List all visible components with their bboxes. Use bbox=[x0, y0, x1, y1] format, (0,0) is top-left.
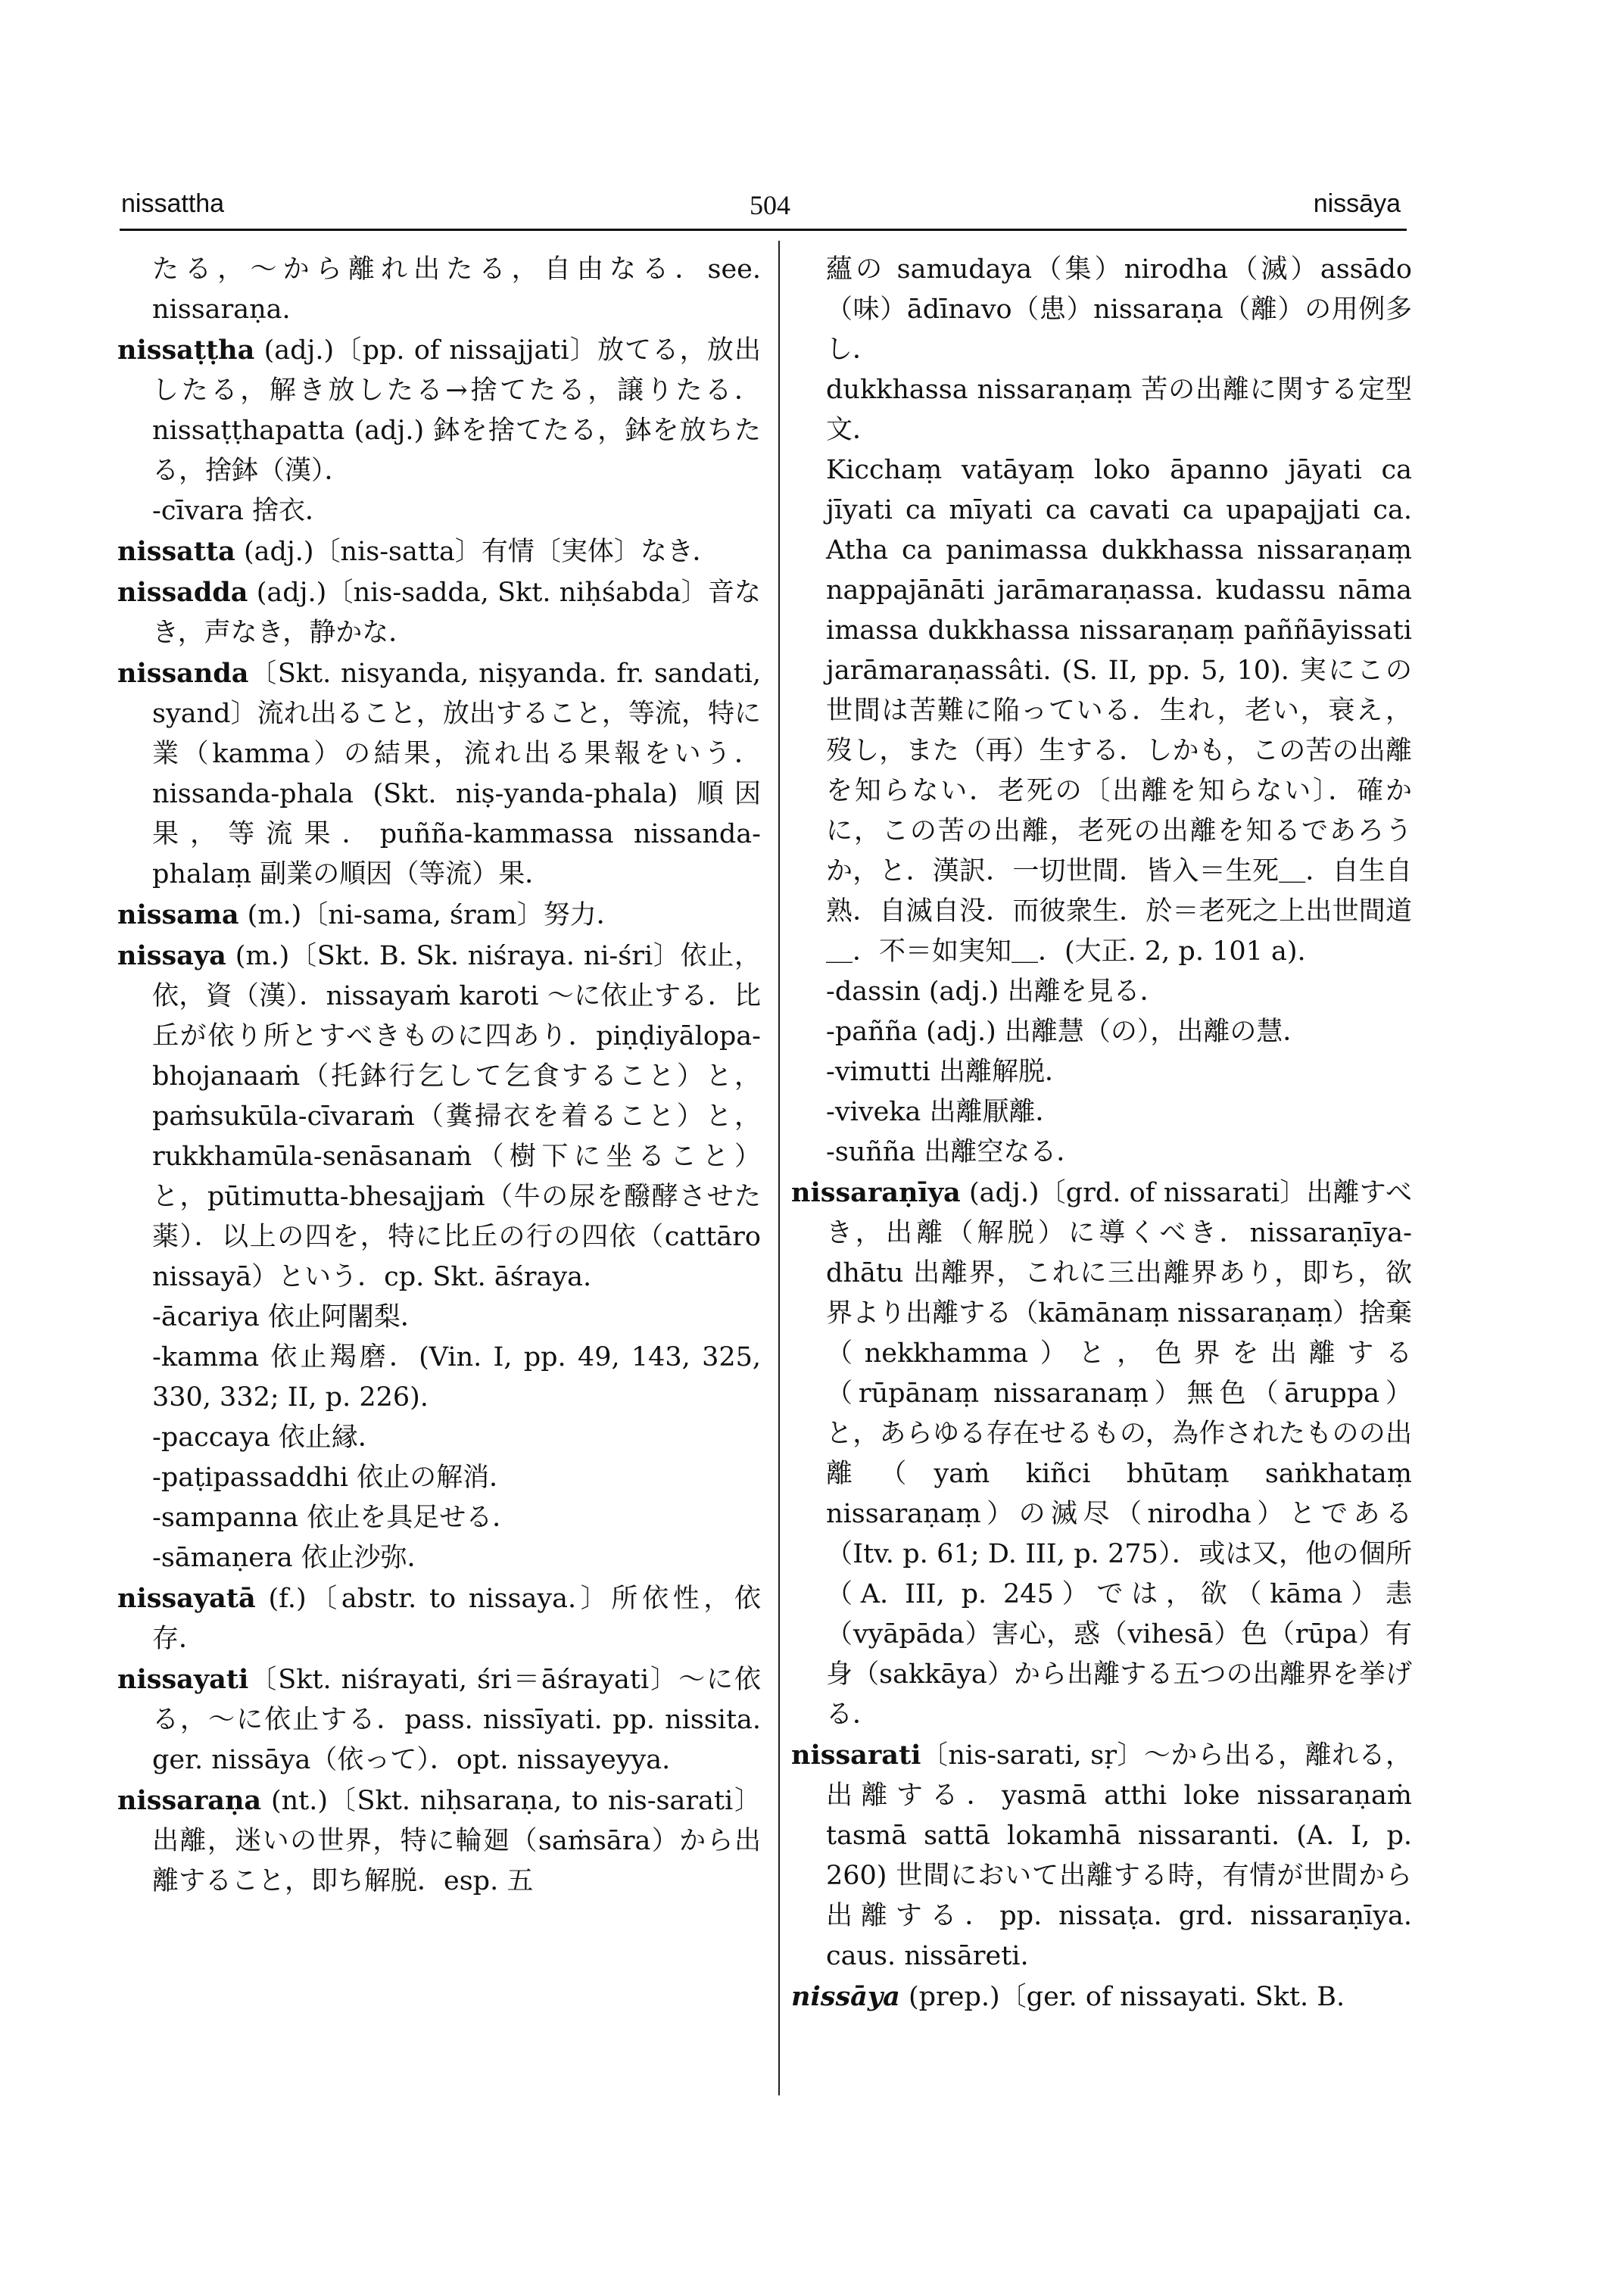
dictionary-entry bbox=[117, 1781, 761, 1902]
page-number: 504 bbox=[750, 190, 790, 220]
entry-headword: nissadda bbox=[117, 577, 248, 608]
sub-entry: -paccaya 依止縁． bbox=[152, 1422, 385, 1453]
entry-definition: (m.)〔ni-sama, śram〕努力． bbox=[238, 900, 623, 930]
entry-definition: (adj.)〔nis-sadda, Skt. niḥśabda〕音なき，声なき，静かな． bbox=[152, 578, 761, 648]
entry-definition: 〔Skt. nisyanda, niṣyanda. fr. sandati, syand〕流れ出ること，放出すること，等流，特に業（kamma）の結果，流れ出る果報をいう．nissanda-phala (Skt. niṣ-yanda-phala) 順因果，等流果．puñña-kammassa nissanda-phalaṃ 副業の順因（等流）果． bbox=[152, 659, 761, 889]
entry-headword: nissayatā bbox=[117, 1583, 256, 1614]
sub-entry: -cīvara 捨衣． bbox=[152, 496, 332, 526]
sub-entry: -sampanna 依止を具足せる． bbox=[152, 1503, 519, 1533]
sub-entry: -kamma 依止羯磨．(Vin. I, pp. 49, 143, 325, 330, 332; II, p. 226). bbox=[152, 1342, 761, 1413]
dictionary-entry bbox=[117, 330, 761, 491]
entry-headword: nissaya bbox=[117, 940, 226, 971]
dictionary-entry bbox=[117, 936, 761, 1298]
entry-definition: (prep.)〔ger. of nissayati. Skt. B. bbox=[899, 1982, 1345, 2012]
entry-definition: (m.)〔Skt. B. Sk. niśraya. ni-śri〕依止，依，資（漢）．nissayaṁ karoti 〜に依止する．比丘が依り所とすべきものに四あり．piṇḍiyālopa-bhojanaaṁ（托鉢行乞して乞食すること）と，paṁsukūla-cīvaraṁ（糞掃衣を着ること）と，rukkhamūla-senāsanaṁ（樹下に坐ること）と，pūtimutta-bhesajjaṁ（牛の尿を醱酵させた薬）．以上の四を，特に比丘の行の四依（cattāro nissayā）という．cp. Skt. āśraya. bbox=[152, 941, 761, 1292]
entry-definition: 〔nis-sarati, sṛ〕〜から出る，離れる，出離する．yasmā atthi loke nissaraṇaṁ tasmā sattā lokamhā nissaranti. (A. I, p. 260) 世間において出離する時，有情が世間から出離する．pp. nissaṭa. grd. nissaraṇīya. caus. nissāreti. bbox=[826, 1740, 1412, 1971]
entry-paragraph: たる，〜から離れ出たる，自由なる．see. nissaraṇa. bbox=[152, 254, 761, 325]
dictionary-entry bbox=[791, 1173, 1412, 1735]
entry-paragraph: 蘊の samudaya（集）nirodha（滅）assādo（味）ādīnavo（患）nissaraṇa（離）の用例多し． bbox=[826, 254, 1412, 365]
dictionary-entry bbox=[117, 1578, 761, 1659]
entry-paragraph: -dassin (adj.) 出離を見る． bbox=[826, 977, 1167, 1007]
entry-headword: nissaṭṭha bbox=[117, 335, 255, 366]
entry-paragraph: -vimutti 出離解脱． bbox=[826, 1057, 1071, 1087]
left-column bbox=[117, 250, 761, 1902]
header-rule bbox=[120, 229, 1407, 231]
entry-definition: (adj.)〔nis-satta〕有情〔実体〕なき． bbox=[235, 537, 719, 567]
entry-headword: nissarati bbox=[791, 1740, 921, 1771]
entry-paragraph: -viveka 出離厭離． bbox=[826, 1097, 1062, 1127]
dictionary-entry bbox=[117, 572, 761, 653]
dictionary-entry bbox=[117, 895, 761, 936]
sub-entry: -sāmaṇera 依止沙弥． bbox=[152, 1543, 434, 1573]
entry-definition: 〔Skt. niśrayati, śri＝āśrayati〕〜に依る，〜に依止する．pass. nissīyati. pp. nissita. ger. nissāya（依って）．opt. nissayeyya. bbox=[152, 1665, 761, 1775]
sub-entry: -ācariya 依止阿闍梨． bbox=[152, 1302, 427, 1332]
entry-headword: nissaraṇa bbox=[117, 1785, 262, 1816]
column-divider bbox=[778, 241, 780, 2095]
dictionary-entry bbox=[117, 1659, 761, 1781]
entry-definition: (adj.)〔pp. of nissajjati〕放てる，放出したる，解き放したる→捨てたる，譲りたる．nissaṭṭhapatta (adj.) 鉢を捨てたる，鉢を放ちたる，捨鉢（漢）． bbox=[152, 335, 761, 486]
entry-headword: nissama bbox=[117, 899, 239, 930]
dictionary-entry bbox=[117, 653, 761, 895]
entry-paragraph: Kicchaṃ vatāyaṃ loko āpanno jāyati ca jīyati ca mīyati ca cavati ca upapajjati ca. Atha ca panimassa dukkhassa nissaraṇaṃ nappajānāti jarāmaraṇassa. kudassu nāma imassa dukkhassa nissaraṇaṃ paññāyissati jarāmaraṇassâti. (S. II, pp. 5, 10). 実にこの世間は苦難に陥っている．生れ，老い，衰え，歿し，また（再）生する．しかも，この苦の出離を知らない．老死の〔出離を知らない〕．確かに，この苦の出離，老死の出離を知るであろうか，と．漢訳．一切世間．皆入＝生死＿．自生自熟．自滅自没．而彼衆生．於＝老死之上出世間道＿．不＝如実知＿．(大正. 2, p. 101 a). bbox=[826, 455, 1412, 967]
running-head-left: nissattha bbox=[121, 189, 225, 218]
entry-paragraph: -pañña (adj.) 出離慧（の），出離の慧． bbox=[826, 1017, 1310, 1047]
entry-headword: nissāya bbox=[791, 1981, 900, 2012]
dictionary-entry bbox=[791, 1977, 1412, 2017]
right-column bbox=[791, 250, 1412, 2017]
running-head-right: nissāya bbox=[1313, 189, 1401, 218]
entry-headword: nissanda bbox=[117, 658, 249, 689]
entry-definition: (adj.)〔grd. of nissarati〕出離すべき，出離（解脱）に導くべき．nissaraṇīya-dhātu 出離界，これに三出離界あり，即ち，欲界より出離する（kāmānaṃ nissaraṇaṃ）捨棄（nekkhamma）と，色界を出離する（rūpānaṃ nissaranaṃ）無色（āruppa）と，あらゆる存在せるもの，為作されたものの出離（yaṁ kiñci bhūtaṃ saṅkhataṃ nissaraṇaṃ）の滅尽（nirodha）とである（Itv. p. 61; D. III, p. 275）．或は又，他の個所（A. III, p. 245）では，欲（kāma）恚（vyāpāda）害心，惑（vihesā）色（rūpa）有身（sakkāya）から出離する五つの出離界を挙げる． bbox=[826, 1178, 1412, 1730]
dictionary-entry bbox=[117, 531, 761, 572]
entry-headword: nissaraṇīya bbox=[791, 1177, 961, 1208]
sub-entry: -paṭipassaddhi 依止の解消． bbox=[152, 1463, 516, 1493]
entry-headword: nissatta bbox=[117, 536, 235, 567]
entry-definition: (nt.)〔Skt. niḥsaraṇa, to nis-sarati〕出離，迷いの世界，特に輪廻（saṁsāra）から出離すること，即ち解脱．esp. 五 bbox=[152, 1786, 761, 1896]
entry-paragraph: dukkhassa nissaraṇaṃ 苦の出離に関する定型文． bbox=[826, 375, 1412, 445]
entry-definition: (f.)〔abstr. to nissaya.〕所依性，依存． bbox=[152, 1584, 761, 1654]
entry-paragraph: -suñña 出離空なる． bbox=[826, 1137, 1083, 1167]
dictionary-entry bbox=[791, 1735, 1412, 1977]
entry-headword: nissayati bbox=[117, 1664, 249, 1695]
